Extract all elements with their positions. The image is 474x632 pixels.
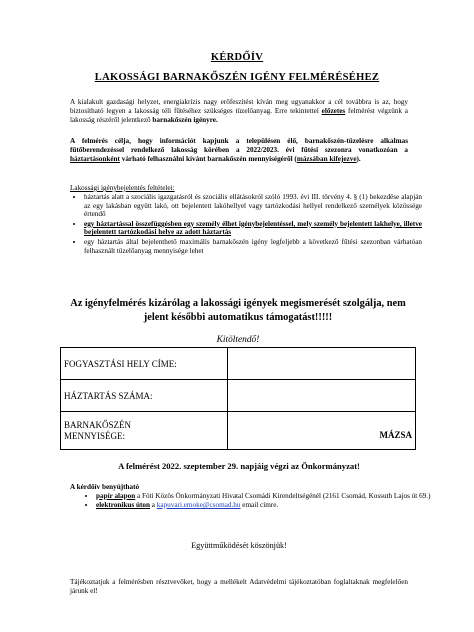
request-form-table: [60, 347, 416, 450]
conditions-heading: Lakossági igénybejelentés feltételei:: [70, 184, 175, 192]
intro-text-d: barnakőszén igényre.: [152, 116, 218, 124]
condition-item: • egy háztartás által bejelenthető maximális barnakőszén igény legfeljebb a következő fűtési szezonban várhatóan felhasznált tüzelőanyag mennyisége lehet: [84, 238, 422, 255]
coal-amount-field[interactable]: [228, 412, 416, 450]
condition-item: • egy háztartással összefüggésben egy személy élhet igénybejelentéssel, mely személy bejelentett lakhelye, illetve bejelentett tartózkodási helye az adott háztartás: [84, 220, 422, 237]
paper-label: papír alapon: [96, 492, 136, 500]
address-label: FOGYASZTÁSI HELY CÍME:: [61, 348, 228, 380]
condition-item: • háztartás alatt a szociális igazgatásról és szociális ellátásokról szóló 1993. évi III. törvény 4. § (1) bekezdése alapján az egy lakásban együtt lakó, ott bejelentett lakóhellyel vagy tartózkodási hellyel rendelkező személyek közössége értendő: [84, 193, 422, 219]
email-text-a: a: [150, 501, 157, 509]
thanks-text: Együttműködését köszönjük!: [191, 541, 287, 550]
coal-amount-label: [61, 412, 228, 450]
email-label: elektronikus úton: [96, 501, 150, 509]
submission-heading: A kérdőív benyújtható: [70, 483, 140, 491]
household-label: HÁZTARTÁS SZÁMA:: [61, 380, 228, 412]
fill-in-label: Kitöltendő!: [216, 335, 260, 345]
email-link[interactable]: kapuvari.emoke@csomad.hu: [156, 501, 241, 509]
purpose-text-d: mázsában kifejezve: [296, 155, 357, 163]
intro-paragraph: [70, 98, 408, 125]
intro-text-c: felmérést végzünk a lakosság részéről jelentkező: [70, 107, 408, 124]
purpose-text-b: háztartásonként: [70, 155, 120, 163]
submission-list: [70, 492, 434, 510]
coal-label-line2: MENNYISÉGE:: [64, 430, 125, 441]
submission-email: [96, 501, 434, 510]
purpose-text-a: A felmérés célja, hogy információt kapjunk a településen élő, barnakőszén-tüzelésre alkalmas fűtőberendezéssel rendelkező lakosság körében a 2022/2023. évi fűtési szezonra vonatkozóan a: [70, 137, 408, 154]
deadline-notice: A felmérést 2022. szeptember 29. napjáig végzi az Önkormányzat!: [118, 461, 360, 471]
intro-text-b: előzetes: [321, 107, 346, 115]
address-field[interactable]: [228, 348, 416, 380]
document-title: KÉRDŐÍV: [210, 52, 264, 63]
submission-paper: [96, 492, 434, 501]
purpose-text-e: ).: [356, 155, 361, 163]
coal-unit: MÁZSA: [379, 430, 412, 440]
purpose-text-c: várható felhasználni kívánt barnakőszén mennyiségéről (: [119, 155, 297, 163]
coal-label-line1: BARNAKŐSZÉN: [64, 419, 132, 430]
privacy-footer: Tájékoztatjuk a felmérésben résztvevőket, hogy a mellékelt Adatvédelmi tájékoztatóban foglaltaknak megfelelően járunk el!: [70, 578, 408, 595]
conditions-list: [70, 193, 422, 256]
paper-text: a Fóti Közös Önkormányzati Hivatal Csomádi Kirendeltségénél (2161 Csomád, Kossuth Lajos út 69.): [135, 492, 431, 500]
warning-notice: Az igényfelmérés kizárólag a lakossági igények megismerését szolgálja, nem jelent későbbi automatikus támogatást!!!!!: [70, 298, 406, 323]
purpose-paragraph: [70, 137, 408, 164]
household-field[interactable]: [228, 380, 416, 412]
intro-text-a: A kialakult gazdasági helyzet, energiakrízis nagy erőfeszítést kíván meg ugyanakkor a cél továbbra is az, hogy biztosítható legyen a lakosság téli fűtéséhez szükséges tüzelőanyag. Erre tekintettel: [70, 98, 408, 115]
email-text-b: email címre.: [240, 501, 279, 509]
document-subtitle: LAKOSSÁGI BARNAKŐSZÉN IGÉNY FELMÉRÉSÉHEZ: [94, 72, 380, 83]
